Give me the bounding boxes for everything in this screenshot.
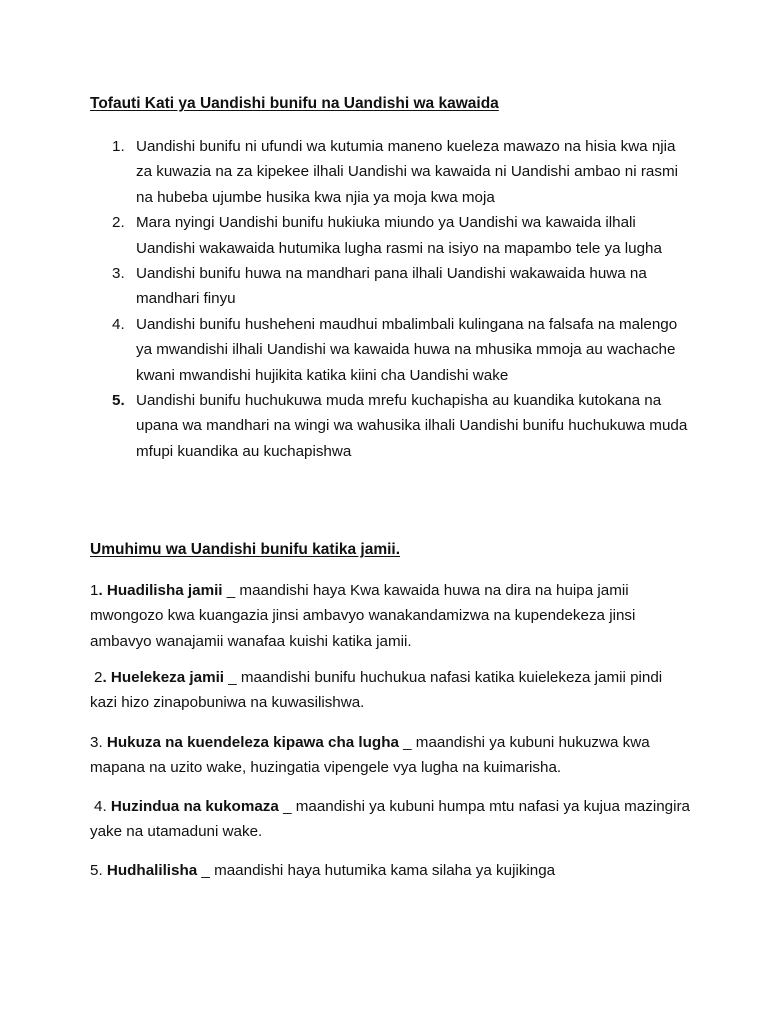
list-item bbox=[90, 210, 690, 261]
point-term: Hukuza na kuendeleza kipawa cha lugha bbox=[106, 734, 399, 751]
point-number: 3. bbox=[90, 734, 107, 751]
point-number: 1 bbox=[90, 582, 99, 599]
importance-point bbox=[90, 858, 690, 883]
importance-point bbox=[90, 578, 690, 654]
section-heading-differences: Tofauti Kati ya Uandishi bunifu na Uandishi wa kawaida bbox=[90, 95, 499, 112]
list-number: 2. bbox=[112, 214, 125, 232]
importance-point bbox=[90, 794, 690, 845]
importance-point bbox=[90, 730, 690, 781]
point-text: _ maandishi haya hutumika kama silaha ya kujikinga bbox=[197, 862, 556, 879]
point-term: . Huadilisha jamii bbox=[98, 582, 223, 599]
point-number: 5. bbox=[90, 862, 107, 879]
list-item bbox=[90, 134, 690, 210]
list-item-text: Uandishi bunifu huchukuwa muda mrefu kuchapisha au kuandika kutokana na upana wa mandhari na wingi wa wahusika ilhali Uandishi bunifu huchukuwa muda mfupi kuandika au kuchapishwa bbox=[136, 392, 688, 460]
list-item bbox=[90, 261, 690, 312]
list-item-text: Uandishi bunifu ni ufundi wa kutumia maneno kueleza mawazo na hisia kwa njia za kuwazia na za kipekee ilhali Uandishi wa kawaida ni Uandishi ambao ni rasmi na hubeba ujumbe husika kwa njia ya moja kwa moja bbox=[136, 138, 678, 206]
differences-list bbox=[90, 134, 690, 464]
list-item-text: Mara nyingi Uandishi bunifu hukiuka miundo ya Uandishi wa kawaida ilhali Uandishi wakawaida hutumika lugha rasmi na isiyo na mapambo tele ya lugha bbox=[136, 214, 662, 257]
importance-point bbox=[90, 665, 690, 716]
section-heading-importance: Umuhimu wa Uandishi bunifu katika jamii. bbox=[90, 541, 401, 558]
point-term: . Huelekeza jamii bbox=[102, 669, 225, 686]
list-number: 5. bbox=[112, 392, 125, 410]
point-text: _ maandishi haya Kwa kawaida huwa na dira na huipa jamii mwongozo kwa kuangazia jinsi ambavyo wanakandamizwa na kupendekeza jinsi ambavyo wanajamii wanafaa kuishi katika jamii. bbox=[90, 582, 636, 650]
list-number: 1. bbox=[112, 138, 125, 155]
point-text: _ maandishi bunifu huchukua nafasi katika kuielekeza jamii pindi kazi hizo zinapobuniwa na kuwasilishwa. bbox=[90, 669, 663, 712]
list-item bbox=[90, 312, 690, 388]
list-number: 3. bbox=[112, 265, 125, 283]
point-text: _ maandishi ya kubuni humpa mtu nafasi ya kujua mazingira yake na utamaduni wake. bbox=[90, 798, 690, 841]
point-term: Hudhalilisha bbox=[106, 862, 198, 879]
point-text: _ maandishi ya kubuni hukuzwa kwa mapana na uzito wake, huzingatia vipengele vya lugha na kuimarisha. bbox=[90, 734, 650, 777]
list-item-text: Uandishi bunifu huwa na mandhari pana ilhali Uandishi wakawaida huwa na mandhari finyu bbox=[136, 265, 647, 308]
point-number: 2 bbox=[94, 669, 103, 686]
point-number: 4. bbox=[94, 798, 111, 815]
point-term: Huzindua na kukomaza bbox=[110, 798, 279, 815]
list-number: 4. bbox=[112, 315, 125, 333]
list-item bbox=[90, 388, 690, 464]
list-item-text: Uandishi bunifu husheheni maudhui mbalimbali kulingana na falsafa na malengo ya mwandishi ilhali Uandishi wa kawaida huwa na mhusika mmoja au wachache kwani mwandishi hujikita katika kiini cha Uandishi wake bbox=[136, 315, 678, 384]
